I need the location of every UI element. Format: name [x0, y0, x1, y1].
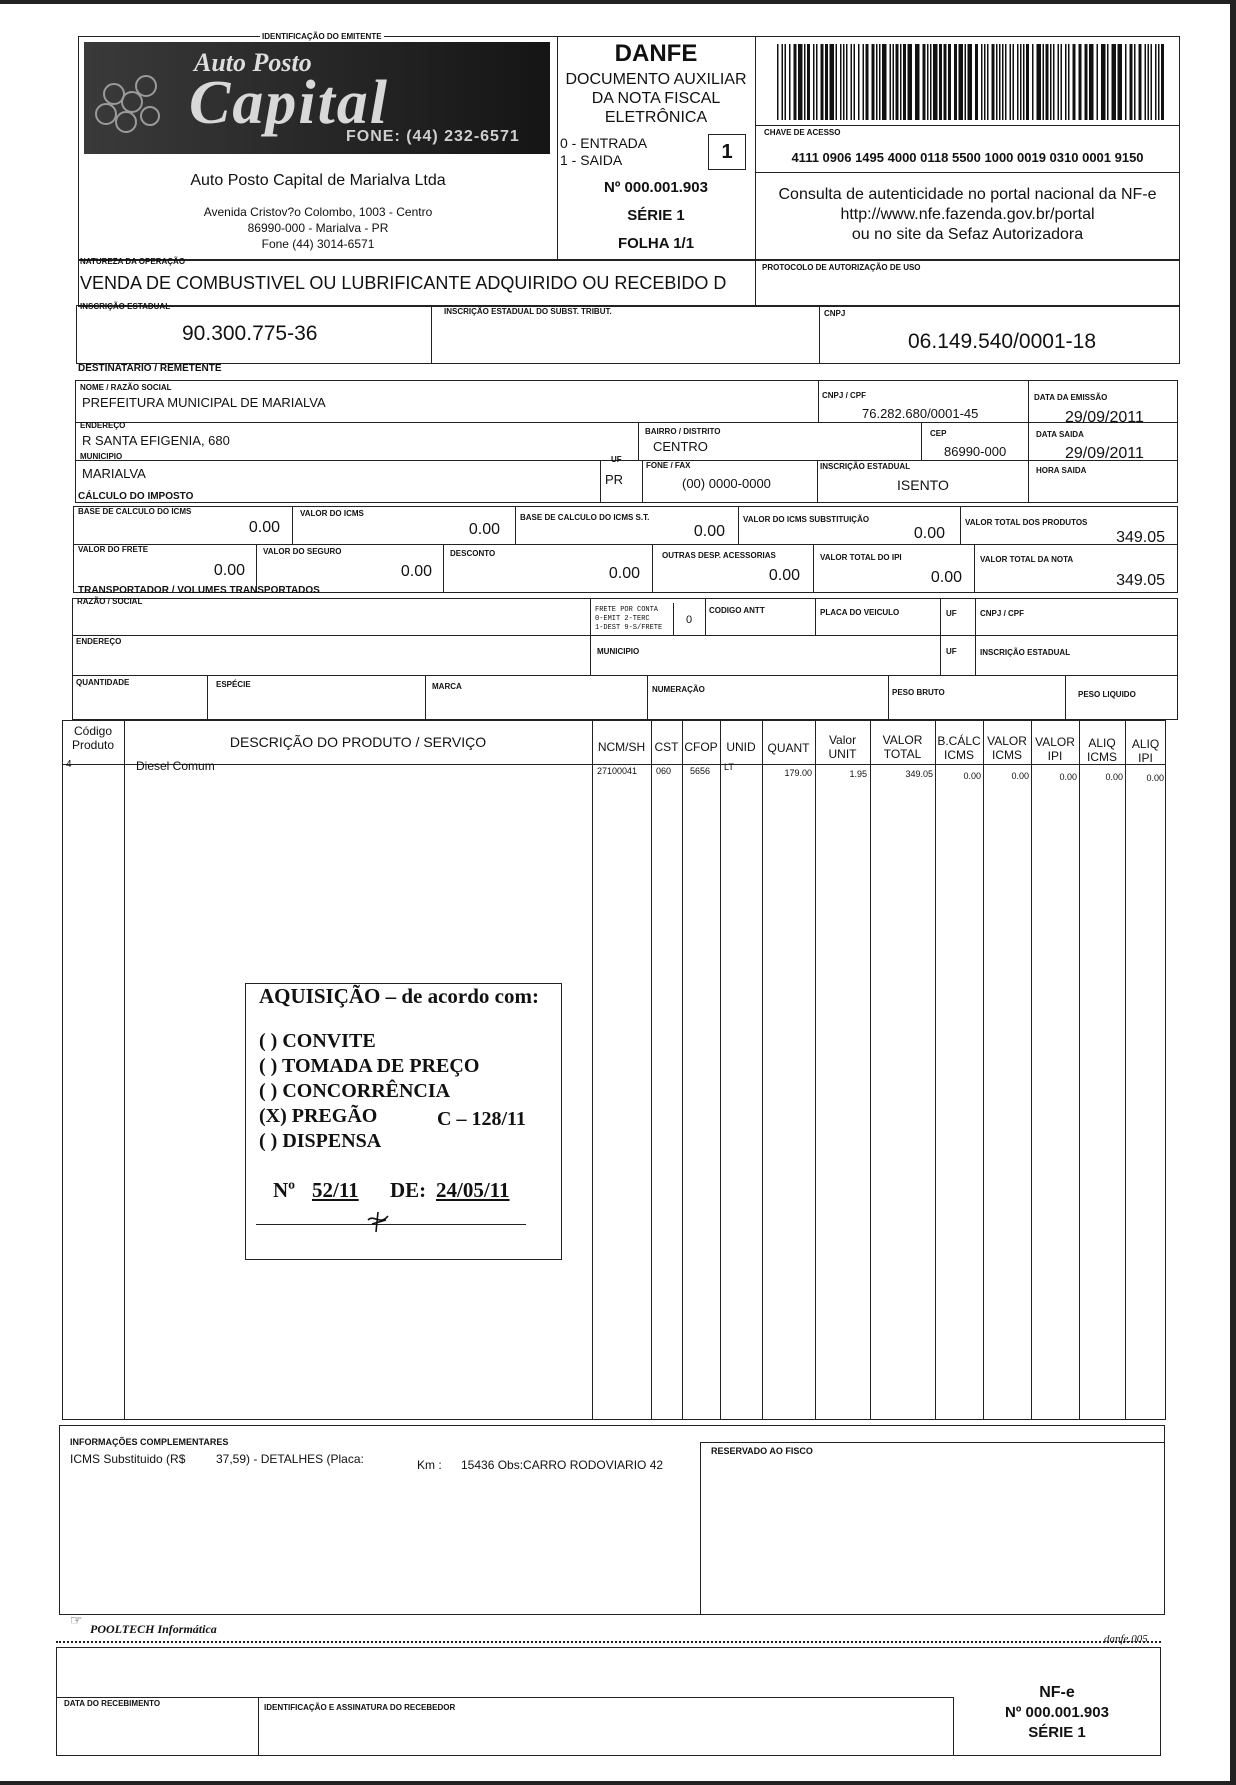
- total-nota-label: VALOR TOTAL DA NOTA: [980, 555, 1074, 564]
- barcode-bar: [1010, 44, 1012, 120]
- natureza-value: VENDA DE COMBUSTIVEL OU LUBRIFICANTE ADQUIRIDO OU RECEBIDO D: [80, 273, 727, 293]
- dest-nome: PREFEITURA MUNICIPAL DE MARIALVA: [82, 395, 326, 410]
- barcode-bar: [858, 44, 860, 120]
- barcode-bar: [1068, 44, 1070, 120]
- dest-emissao: 29/09/2011: [1065, 409, 1144, 426]
- col-codigo-header: Código Produto: [71, 724, 115, 752]
- barcode-bar: [1017, 44, 1019, 120]
- dest-endereco-label: ENDEREÇO: [80, 421, 126, 430]
- barcode-bar: [915, 44, 920, 120]
- barcode-bar: [866, 44, 869, 120]
- danfe-serie: SÉRIE 1: [627, 207, 685, 224]
- row-codigo: 4: [66, 759, 72, 770]
- transp-cnpj-label: CNPJ / CPF: [980, 609, 1025, 618]
- stamp-num-value: 52/11: [312, 1178, 359, 1202]
- canhoto-numero: Nº 000.001.903: [1005, 1704, 1109, 1721]
- col-ncm-header: NCM/SH: [597, 740, 646, 754]
- frete-option-line-2: 0-EMIT 2-TERC: [595, 615, 650, 623]
- info-obs: 15436 Obs:CARRO RODOVIARIO 42: [461, 1458, 664, 1472]
- row-cfop: 5656: [690, 766, 711, 776]
- barcode-bar: [996, 44, 998, 120]
- info-detalhes: 37,59) - DETALHES (Placa:: [216, 1452, 364, 1466]
- ipi-label: VALOR TOTAL DO IPI: [820, 553, 902, 562]
- stamp-de-prefix: DE:: [390, 1178, 427, 1202]
- barcode-bar: [1085, 44, 1088, 120]
- col-cfop-header: CFOP: [684, 740, 718, 754]
- transp-razao-label: RAZÃO / SOCIAL: [77, 597, 143, 606]
- frete-value: 0.00: [213, 562, 245, 579]
- barcode-bar: [1107, 44, 1109, 120]
- danfe-tipo-box: 1: [708, 134, 746, 170]
- dest-uf: PR: [605, 472, 624, 487]
- row-ncm: 27100041: [597, 766, 638, 776]
- canhoto-nfe: NF-e: [1039, 1684, 1075, 1701]
- barcode-bar: [785, 44, 787, 120]
- col-vipi-header: VALOR IPI: [1035, 735, 1075, 763]
- logo-brand-main: Capital: [189, 69, 390, 137]
- barcode-bar: [927, 44, 929, 120]
- row-vipi: 0.00: [1059, 772, 1077, 782]
- cnpj-label: CNPJ: [824, 309, 846, 318]
- danfe-subtitle-1: DOCUMENTO AUXILIAR: [565, 71, 747, 88]
- fisco-label: RESERVADO AO FISCO: [711, 1446, 813, 1456]
- dest-bairro: CENTRO: [653, 439, 708, 454]
- dest-saida: 29/09/2011: [1065, 445, 1144, 462]
- col-vtotal-header: VALOR TOTAL: [882, 733, 923, 761]
- barcode-bar: [954, 44, 957, 120]
- barcode-bar: [1155, 44, 1157, 120]
- barcode-bar: [968, 44, 973, 120]
- icms-subst-label: VALOR DO ICMS SUBSTITUIÇÃO: [743, 515, 870, 524]
- barcode-bar: [1079, 44, 1082, 120]
- transp-uf2-label: UF: [946, 647, 957, 656]
- dest-saida-label: DATA SAIDA: [1036, 430, 1084, 439]
- col-descricao-header: DESCRIÇÃO DO PRODUTO / SERVIÇO: [229, 734, 487, 750]
- emitente-name: Auto Posto Capital de Marialva Ltda: [190, 172, 446, 189]
- barcode-bar: [900, 44, 902, 120]
- col-unid-header: UNID: [726, 740, 756, 754]
- danfe-title: DANFE: [614, 40, 698, 67]
- chave-value: 4111 0906 1495 4000 0118 5500 1000 0019 0310 0001 9150: [791, 150, 1144, 165]
- stamp-option-tomada: ( ) TOMADA DE PREÇO: [259, 1055, 480, 1077]
- transp-frete-options: [595, 606, 662, 633]
- barcode-bar: [944, 44, 947, 120]
- barcode-bar: [876, 44, 878, 120]
- barcode-bar: [816, 44, 818, 120]
- ie-label: INSCRIÇÃO ESTADUAL: [80, 302, 171, 311]
- barcode-graphic: [777, 44, 1165, 120]
- barcode-bar: [789, 44, 791, 120]
- ie-value: 90.300.775-36: [182, 322, 318, 345]
- row-aipi: 0.00: [1146, 773, 1164, 783]
- canhoto-ident-label: IDENTIFICAÇÃO E ASSINATURA DO RECEBEDOR: [264, 1703, 456, 1712]
- barcode-bar: [1097, 44, 1099, 120]
- outras-value: 0.00: [768, 567, 800, 584]
- base-icms-value: 0.00: [248, 519, 280, 536]
- emitente-phone: Fone (44) 3014-6571: [261, 237, 375, 251]
- barcode-bar: [851, 44, 853, 120]
- aquisicao-stamp: [245, 983, 562, 1260]
- barcode-bar: [1161, 44, 1164, 120]
- barcode-bar: [1112, 44, 1117, 120]
- dest-hora-label: HORA SAIDA: [1036, 466, 1087, 475]
- col-aipi-header: ALIQ IPI: [1131, 737, 1160, 765]
- row-cst: 060: [656, 766, 672, 776]
- protocolo-label: PROTOCOLO DE AUTORIZAÇÃO DE USO: [762, 263, 921, 272]
- stamp-pregao-ref: C – 128/11: [437, 1108, 526, 1130]
- transp-numeracao-label: NUMERAÇÃO: [652, 685, 705, 694]
- stamp-option-pregao: (X) PREGÃO: [259, 1105, 378, 1127]
- dest-emissao-label: DATA DA EMISSÃO: [1034, 393, 1108, 402]
- imposto-section: CÁLCULO DO IMPOSTO: [78, 491, 194, 502]
- valor-icms-label: VALOR DO ICMS: [300, 509, 364, 518]
- dest-cnpj-label: CNPJ / CPF: [822, 391, 867, 400]
- dest-cep: 86990-000: [944, 444, 1007, 459]
- desconto-label: DESCONTO: [450, 549, 496, 558]
- barcode-bar: [836, 44, 838, 120]
- base-st-value: 0.00: [693, 523, 725, 540]
- produtos-header-divider: [62, 764, 1166, 765]
- barcode-bar: [1046, 44, 1049, 120]
- dest-cnpj: 76.282.680/0001-45: [862, 406, 979, 421]
- col-vunit-header: Valor UNIT: [828, 733, 857, 761]
- stamp-option-concorrencia: ( ) CONCORRÊNCIA: [259, 1080, 451, 1102]
- row-unid: LT: [724, 762, 734, 772]
- dest-ie: ISENTO: [897, 477, 949, 493]
- cnpj-value: 06.149.540/0001-18: [908, 330, 1097, 353]
- dest-cep-label: CEP: [930, 429, 947, 438]
- dest-bairro-label: BAIRRO / DISTRITO: [645, 427, 721, 436]
- transp-antt-label: CODIGO ANTT: [709, 606, 765, 615]
- barcode-bar: [846, 44, 848, 120]
- pooltech-icon: ☞: [70, 1612, 83, 1628]
- barcode-bar: [939, 44, 942, 120]
- barcode-bar: [1037, 44, 1042, 120]
- transp-placa-label: PLACA DO VEICULO: [820, 608, 900, 617]
- col-aicms-header: ALIQ ICMS: [1087, 736, 1117, 764]
- transp-frete-value: 0: [686, 614, 693, 626]
- barcode-bar: [830, 44, 835, 120]
- barcode-bar: [777, 44, 779, 120]
- cut-line: [56, 1641, 1161, 1643]
- produtos-table: [62, 720, 1166, 1420]
- barcode-bar: [840, 44, 842, 120]
- barcode-bar: [854, 44, 856, 120]
- barcode-bar: [992, 44, 995, 120]
- barcode-bar: [975, 44, 978, 120]
- consulta-line-1: Consulta de autenticidade no portal nacional da NF-e: [778, 186, 1157, 203]
- barcode-bar: [1061, 44, 1063, 120]
- emitente-address: Avenida Cristov?o Colombo, 1003 - Centro: [203, 205, 433, 219]
- danfe-subtitle-3: ELETRÔNICA: [604, 109, 708, 126]
- stamp-option-convite: ( ) CONVITE: [259, 1030, 376, 1052]
- base-st-label: BASE DE CALCULO DO ICMS S.T.: [520, 513, 650, 522]
- logo-brand-top: Auto Posto: [194, 48, 312, 77]
- barcode-bar: [923, 44, 926, 120]
- canhoto-data-label: DATA DO RECEBIMENTO: [64, 1699, 161, 1708]
- emitente-city: 86990-000 - Marialva - PR: [247, 221, 389, 235]
- barcode-bar: [1151, 44, 1153, 120]
- barcode-bar: [794, 44, 797, 120]
- transp-ie-label: INSCRIÇÃO ESTADUAL: [980, 648, 1071, 657]
- barcode-bar: [813, 44, 815, 120]
- dest-municipio-label: MUNICIPIO: [80, 452, 123, 461]
- base-icms-label: BASE DE CALCULO DO ICMS: [78, 507, 192, 516]
- danfe-folha: FOLHA 1/1: [617, 235, 695, 252]
- barcode-bar: [1005, 44, 1007, 120]
- emitente-section-label: IDENTIFICAÇÃO DO EMITENTE: [262, 32, 382, 41]
- barcode-bar: [1125, 44, 1127, 120]
- barcode-bar: [1158, 44, 1160, 120]
- transp-especie-label: ESPÉCIE: [216, 680, 251, 689]
- barcode-bar: [903, 44, 906, 120]
- chave-label: CHAVE DE ACESSO: [764, 128, 841, 137]
- info-label: INFORMAÇÕES COMPLEMENTARES: [70, 1437, 229, 1447]
- row-vunit: 1.95: [849, 769, 867, 779]
- row-vtotal: 349.05: [905, 769, 933, 779]
- frete-option-line-3: 1-DEST 9-S/FRETE: [595, 624, 663, 632]
- barcode-bar: [872, 44, 875, 120]
- destinatario-section: DESTINATARIO / REMETENTE: [78, 363, 222, 374]
- logo-phone: FONE: (44) 232-6571: [346, 128, 520, 145]
- barcode-bar: [1089, 44, 1094, 120]
- icms-subst-value: 0.00: [913, 525, 945, 542]
- barcode-bar: [893, 44, 895, 120]
- barcode-bar: [933, 44, 938, 120]
- barcode-bar: [1065, 44, 1067, 120]
- barcode-bar: [798, 44, 803, 120]
- barcode-bar: [890, 44, 892, 120]
- barcode-bar: [1058, 44, 1060, 120]
- barcode-bar: [1043, 44, 1045, 120]
- stamp-de-value: 24/05/11: [436, 1178, 510, 1202]
- barcode-bar: [882, 44, 887, 120]
- frete-option-line-1: FRETE POR CONTA: [595, 606, 659, 614]
- danfe-subtitle-2: DA NOTA FISCAL: [591, 90, 721, 107]
- barcode-bar: [948, 44, 951, 120]
- barcode-bar: [1118, 44, 1123, 120]
- emitente-logo: [84, 42, 550, 154]
- barcode-bar: [981, 44, 983, 120]
- scan-right-edge: [1230, 0, 1236, 1785]
- total-prod-value: 349.05: [1116, 529, 1165, 546]
- ipi-value: 0.00: [930, 569, 962, 586]
- signature-mark-icon: [364, 1206, 394, 1234]
- barcode-bar: [1145, 44, 1147, 120]
- transp-uf-label: UF: [946, 609, 957, 618]
- barcode-bar: [879, 44, 881, 120]
- barcode-bar: [843, 44, 845, 120]
- col-cst-header: CST: [654, 740, 679, 754]
- row-quant: 179.00: [784, 768, 812, 778]
- barcode-bar: [782, 44, 784, 120]
- dest-uf-label: UF: [611, 455, 622, 464]
- transp-endereco-label: ENDEREÇO: [76, 637, 122, 646]
- barcode-bar: [1026, 44, 1029, 120]
- frete-label: VALOR DO FRETE: [78, 545, 149, 554]
- dest-fone-label: FONE / FAX: [646, 461, 691, 470]
- footer-code: danfe.005: [1104, 1633, 1148, 1645]
- info-icms-subst: ICMS Substituido (R$: [70, 1452, 186, 1466]
- barcode-bar: [1101, 44, 1106, 120]
- canhoto-serie: SÉRIE 1: [1028, 1724, 1086, 1741]
- danfe-entrada: 0 - ENTRADA: [560, 135, 648, 151]
- barcode-bar: [863, 44, 865, 120]
- row-vicms: 0.00: [1011, 771, 1029, 781]
- danfe-saida: 1 - SAIDA: [560, 152, 623, 168]
- dest-fone: (00) 0000-0000: [682, 476, 771, 491]
- barcode-bar: [930, 44, 932, 120]
- barcode-bar: [908, 44, 913, 120]
- desconto-value: 0.00: [608, 565, 640, 582]
- valor-icms-value: 0.00: [468, 521, 500, 538]
- transportador-section: TRANSPORTADOR / VOLUMES TRANSPORTADOS: [78, 585, 320, 596]
- info-km-label: Km :: [417, 1458, 442, 1472]
- barcode-bar: [1148, 44, 1150, 120]
- transp-marca-label: MARCA: [432, 682, 462, 691]
- col-bcalc-header: B.CÁLC ICMS: [937, 734, 981, 762]
- ie-st-label: INSCRIÇÃO ESTADUAL DO SUBST. TRIBUT.: [444, 307, 612, 316]
- transp-peso-bruto-label: PESO BRUTO: [892, 688, 945, 697]
- transp-municipio-label: MUNICIPIO: [597, 647, 640, 656]
- dest-endereco: R SANTA EFIGENIA, 680: [82, 433, 230, 448]
- barcode-bar: [804, 44, 806, 120]
- barcode: [777, 44, 1165, 120]
- barcode-bar: [1134, 44, 1136, 120]
- row-aicms: 0.00: [1105, 772, 1123, 782]
- seguro-value: 0.00: [400, 563, 432, 580]
- scan-bottom-edge: [0, 1781, 1236, 1785]
- barcode-bar: [1013, 44, 1015, 120]
- barcode-bar: [896, 44, 899, 120]
- consulta-line-2: http://www.nfe.fazenda.gov.br/portal: [840, 206, 1095, 223]
- barcode-bar: [1053, 44, 1055, 120]
- danfe-numero: Nº 000.001.903: [604, 179, 708, 196]
- total-prod-label: VALOR TOTAL DOS PRODUTOS: [965, 518, 1088, 527]
- total-nota-value: 349.05: [1116, 572, 1165, 589]
- footer-brand: POOLTECH Informática: [90, 1622, 217, 1636]
- dest-municipio: MARIALVA: [82, 466, 146, 481]
- transp-peso-liquido-label: PESO LIQUIDO: [1078, 690, 1136, 699]
- barcode-bar: [825, 44, 828, 120]
- barcode-bar: [984, 44, 986, 120]
- scan-top-edge: [0, 0, 1236, 4]
- row-descricao: Diesel Comum: [136, 759, 215, 773]
- stamp-title: AQUISIÇÃO – de acordo com:: [259, 984, 539, 1008]
- natureza-label: NATUREZA DA OPERAÇÃO: [80, 257, 186, 266]
- barcode-bar: [959, 44, 964, 120]
- barcode-bar: [1032, 44, 1034, 120]
- seguro-label: VALOR DO SEGURO: [263, 547, 342, 556]
- barcode-bar: [1023, 44, 1025, 120]
- row-bcalc: 0.00: [963, 771, 981, 781]
- consulta-line-3: ou no site da Sefaz Autorizadora: [851, 226, 1084, 243]
- barcode-bar: [1130, 44, 1133, 120]
- barcode-bar: [1020, 44, 1022, 120]
- barcode-bar: [807, 44, 810, 120]
- outras-label: OUTRAS DESP. ACESSORIAS: [662, 551, 776, 560]
- barcode-bar: [1139, 44, 1142, 120]
- stamp-option-dispensa: ( ) DISPENSA: [259, 1130, 382, 1152]
- col-vicms-header: VALOR ICMS: [987, 734, 1027, 762]
- dest-ie-label: INSCRIÇÃO ESTADUAL: [820, 462, 911, 471]
- transp-quantidade-label: QUANTIDADE: [76, 678, 130, 687]
- barcode-bar: [1002, 44, 1004, 120]
- col-quant-header: QUANT: [767, 741, 810, 755]
- barcode-bar: [1050, 44, 1052, 120]
- barcode-bar: [987, 44, 989, 120]
- barcode-bar: [999, 44, 1001, 120]
- barcode-bar: [965, 44, 967, 120]
- barcode-bar: [821, 44, 824, 120]
- dest-nome-label: NOME / RAZÃO SOCIAL: [80, 383, 172, 392]
- stamp-num-prefix: Nº: [273, 1178, 296, 1202]
- barcode-bar: [1073, 44, 1076, 120]
